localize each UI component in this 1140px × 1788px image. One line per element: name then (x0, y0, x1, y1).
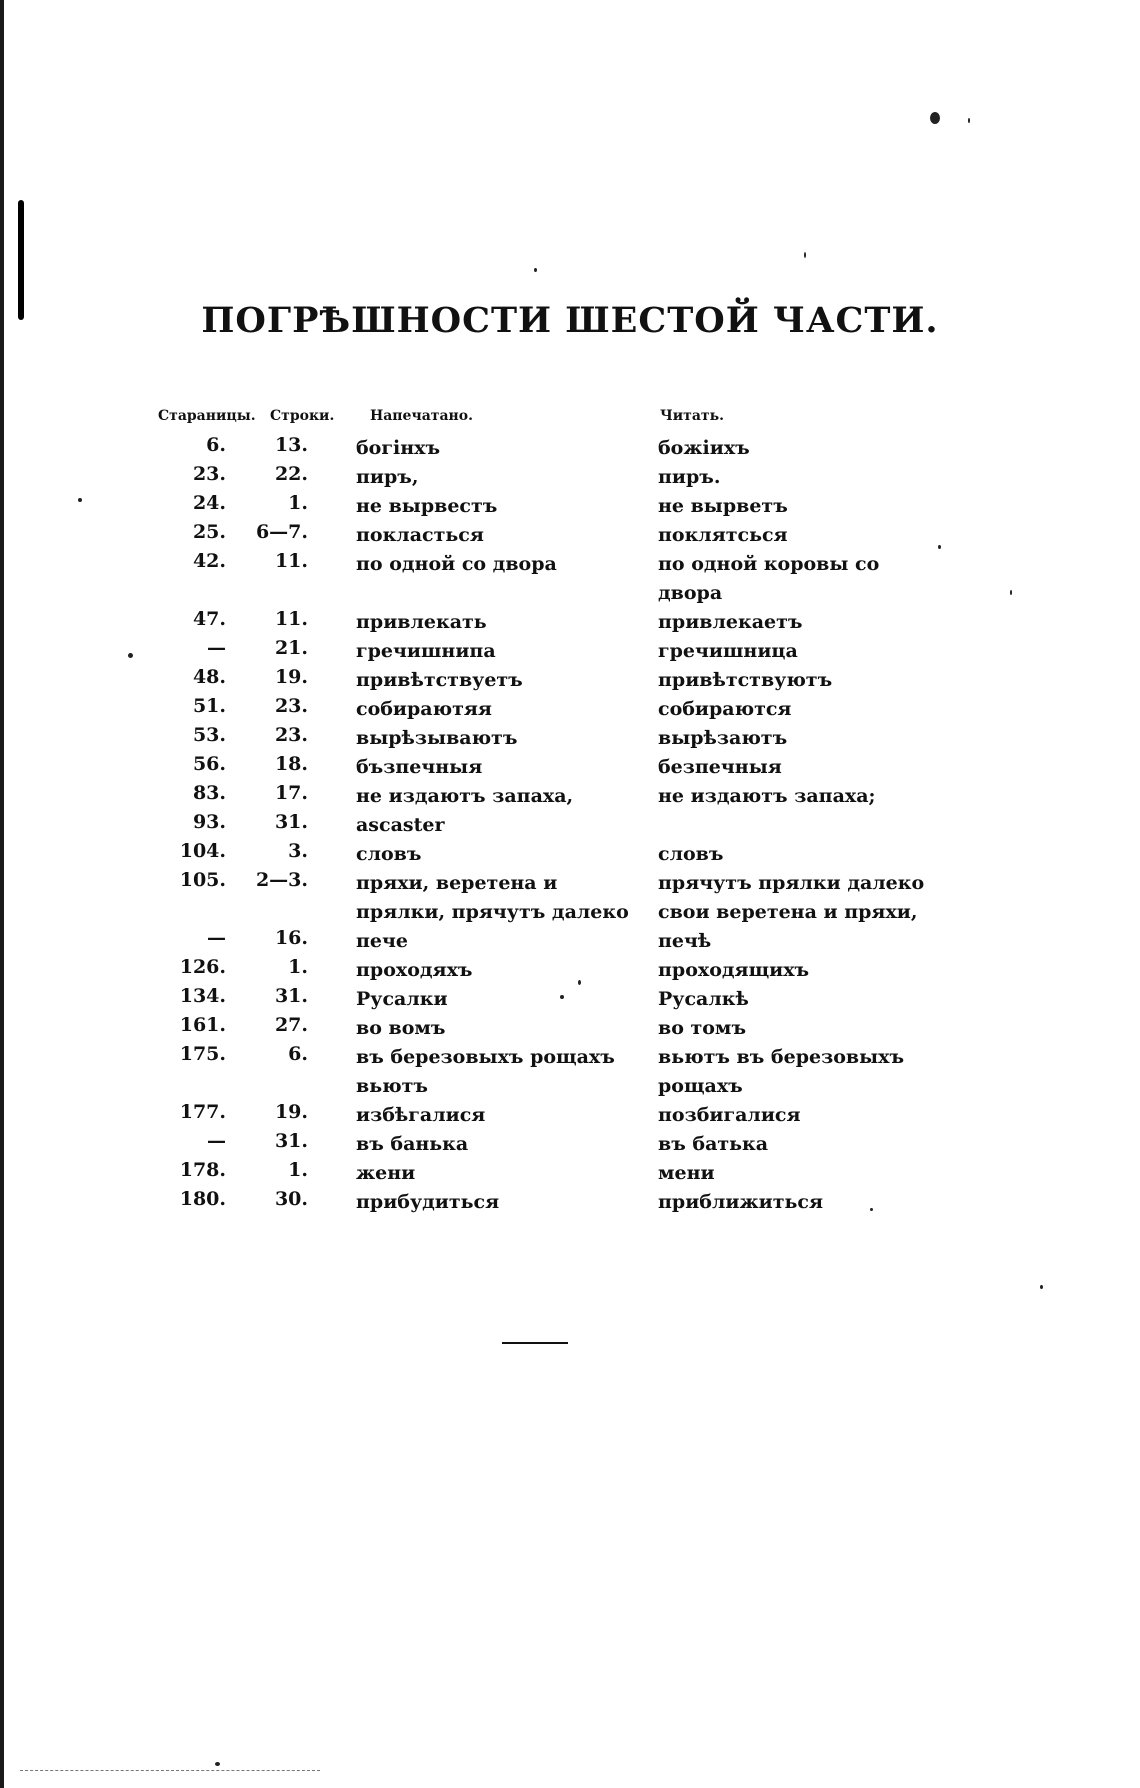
corrected-text: божiихъ (658, 437, 750, 459)
printed-text: не издаютъ запаха, (356, 785, 574, 807)
page-number: 178. (179, 1159, 226, 1181)
table-row (0, 434, 1140, 463)
corrected-text: пиръ. (658, 466, 721, 488)
printed-text: по одной со двора (356, 553, 557, 575)
page-number: 180. (179, 1188, 226, 1210)
speck (930, 112, 940, 124)
page-number: 53. (192, 724, 226, 746)
printed-text: привѣтствуетъ (356, 669, 523, 691)
table-row (0, 811, 1140, 840)
speck (870, 1208, 873, 1211)
table-row (0, 1043, 1140, 1101)
corrected-text: прячутъ прялки далеко свои веретена и пряхи, (658, 872, 925, 923)
table-row (0, 550, 1140, 608)
speck (968, 118, 970, 123)
line-number: 1. (288, 956, 308, 978)
corrected-text: не издаютъ запаха; (658, 785, 876, 807)
table-row (0, 985, 1140, 1014)
printed-text: поклаcться (356, 524, 484, 546)
speck (938, 545, 941, 549)
speck (804, 252, 806, 258)
table-row (0, 1188, 1140, 1217)
table-row (0, 782, 1140, 811)
errata-table (0, 408, 1140, 1217)
corrected-text: не вырветъ (658, 495, 788, 517)
table-row (0, 724, 1140, 753)
page-number: 134. (179, 985, 226, 1007)
line-number: 1. (288, 492, 308, 514)
printed-text: бъзпечныя (356, 756, 483, 778)
page-number: — (207, 927, 226, 949)
line-number: 19. (274, 666, 308, 688)
printed-text: словъ (356, 843, 422, 865)
speck (534, 268, 537, 272)
speck (1040, 1285, 1043, 1289)
table-row (0, 637, 1140, 666)
table-row (0, 840, 1140, 869)
line-number: 19. (274, 1101, 308, 1123)
page-number: — (207, 1130, 226, 1152)
page-title: ПОГРѢШНОСТИ ШЕСТОЙ ЧАСТИ. (201, 300, 939, 341)
speck (78, 498, 82, 502)
printed-text: богiнхъ (356, 437, 441, 459)
page-number: 47. (192, 608, 226, 630)
printed-text: пече (356, 930, 408, 952)
page-number: 161. (179, 1014, 226, 1036)
printed-text: избѣгалися (356, 1104, 486, 1126)
line-number: 11. (274, 550, 308, 572)
table-row (0, 521, 1140, 550)
header-printed: Напечатано. (370, 408, 473, 424)
printed-text: ascaster (356, 814, 445, 836)
printed-text: гречишнипа (356, 640, 496, 662)
corrected-text: въ батька (658, 1133, 769, 1155)
header-page: Стараницы. (158, 408, 256, 424)
printed-text: привлекать (356, 611, 487, 633)
page-number: 83. (192, 782, 226, 804)
table-row (0, 666, 1140, 695)
speck (215, 1762, 220, 1766)
section-divider (502, 1342, 568, 1344)
table-row (0, 1014, 1140, 1043)
corrected-text: вырѣзаютъ (658, 727, 788, 749)
printed-text: не вырвестъ (356, 495, 498, 517)
speck (578, 980, 581, 985)
printed-text: во вомъ (356, 1017, 446, 1039)
printed-text: въ березовыхъ рощахъ вьютъ (356, 1046, 615, 1097)
line-number: 22. (274, 463, 308, 485)
corrected-text: проходящихъ (658, 959, 810, 981)
corrected-text: по одной коровы со двора (658, 553, 880, 604)
corrected-text: словъ (658, 843, 724, 865)
page-number: — (207, 637, 226, 659)
corrected-text: во томъ (658, 1017, 747, 1039)
table-row (0, 1101, 1140, 1130)
printed-text: вырѣзываютъ (356, 727, 518, 749)
line-number: 23. (274, 724, 308, 746)
table-row (0, 463, 1140, 492)
printed-text: собираютяя (356, 698, 492, 720)
page-number: 175. (179, 1043, 226, 1065)
line-number: 3. (288, 840, 308, 862)
printed-text: проходяхъ (356, 959, 473, 981)
line-number: 27. (274, 1014, 308, 1036)
page-number: 105. (179, 869, 226, 891)
page-number: 23. (192, 463, 226, 485)
table-row (0, 927, 1140, 956)
speck (1010, 590, 1012, 595)
printed-text: пиръ, (356, 466, 419, 488)
line-number: 11. (274, 608, 308, 630)
header-line: Строки. (270, 408, 335, 424)
line-number: 31. (274, 811, 308, 833)
line-number: 18. (274, 753, 308, 775)
table-row (0, 753, 1140, 782)
header-read: Читать. (660, 408, 724, 424)
page-number: 104. (179, 840, 226, 862)
printed-text: въ банька (356, 1133, 469, 1155)
table-body (0, 434, 1140, 1217)
corrected-text: гречишница (658, 640, 798, 662)
page-number: 25. (192, 521, 226, 543)
page-number: 42. (192, 550, 226, 572)
corrected-text: печѣ (658, 930, 712, 952)
table-row (0, 608, 1140, 637)
line-number: 13. (274, 434, 308, 456)
line-number: 1. (288, 1159, 308, 1181)
page-number: 177. (179, 1101, 226, 1123)
table-header (0, 408, 1140, 434)
line-number: 21. (274, 637, 308, 659)
corrected-text: безпечныя (658, 756, 782, 778)
line-number: 31. (274, 1130, 308, 1152)
table-row (0, 1130, 1140, 1159)
speck (560, 995, 564, 999)
corrected-text: привѣтствуютъ (658, 669, 833, 691)
corrected-text: собираются (658, 698, 792, 720)
page-bottom-edge (20, 1770, 320, 1772)
page-number: 56. (192, 753, 226, 775)
corrected-text: поклятсься (658, 524, 788, 546)
line-number: 2—3. (255, 869, 308, 891)
line-number: 17. (274, 782, 308, 804)
page-number: 48. (192, 666, 226, 688)
corrected-text: мени (658, 1162, 715, 1184)
printed-text: Русалки (356, 988, 448, 1010)
table-row (0, 695, 1140, 724)
corrected-text: приближиться (658, 1191, 823, 1213)
line-number: 30. (274, 1188, 308, 1210)
line-number: 6. (288, 1043, 308, 1065)
page-number: 51. (192, 695, 226, 717)
line-number: 31. (274, 985, 308, 1007)
printed-text: пряхи, веретена и прялки, прячутъ далеко (356, 872, 629, 923)
line-number: 23. (274, 695, 308, 717)
page-number: 24. (192, 492, 226, 514)
corrected-text: Русалкѣ (658, 988, 749, 1010)
line-number: 16. (274, 927, 308, 949)
table-row (0, 956, 1140, 985)
corrected-text: вьютъ въ березовыхъ рощахъ (658, 1046, 905, 1097)
table-row (0, 869, 1140, 927)
printed-text: прибудиться (356, 1191, 500, 1213)
corrected-text: позбигалися (658, 1104, 801, 1126)
table-row (0, 492, 1140, 521)
table-row (0, 1159, 1140, 1188)
page-number: 93. (192, 811, 226, 833)
printed-text: жени (356, 1162, 416, 1184)
page-number: 6. (206, 434, 226, 456)
corrected-text: привлекаетъ (658, 611, 803, 633)
speck (128, 653, 133, 658)
line-number: 6—7. (255, 521, 308, 543)
page-number: 126. (179, 956, 226, 978)
